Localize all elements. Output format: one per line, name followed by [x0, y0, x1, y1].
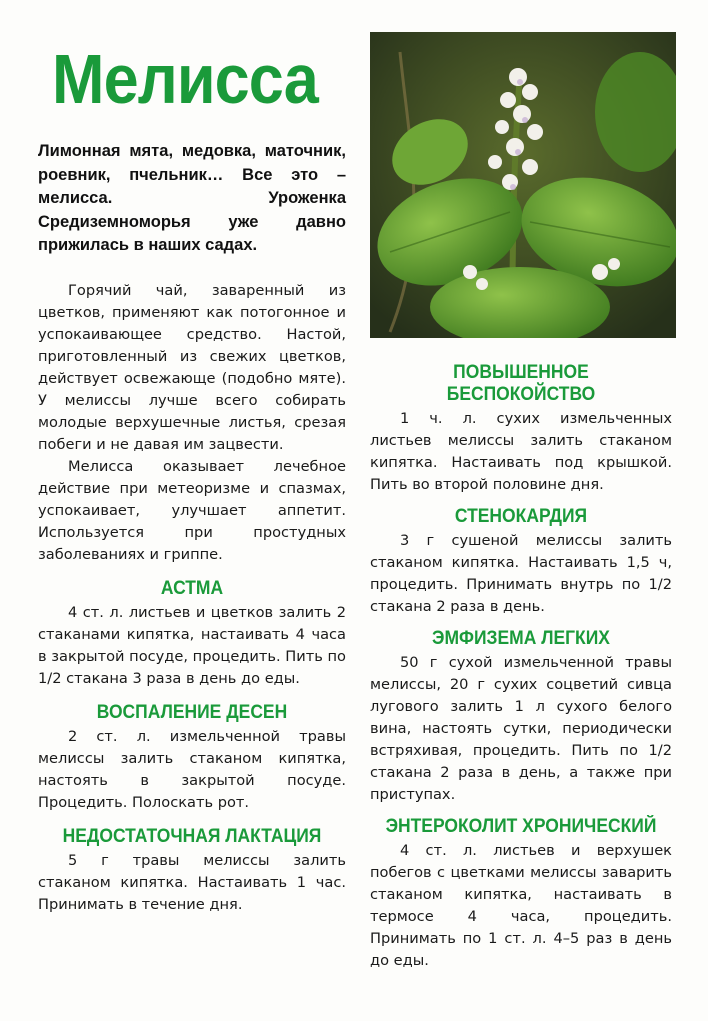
recipe-gums: [38, 702, 346, 814]
paragraph: Горячий чай, заваренный из цветков, применяют как потогонное и успокаивающее средство. Настой, приготовленный из свежих цветков, действует освежающе (подобно мяте). У мелиссы лучше всего собирать молодые верхушечные листья, срезая побеги и не давая им зацвести.: [38, 281, 346, 453]
recipe-text: 5 г травы мелиссы залить стаканом кипятка. Настаивать 1 час. Принимать в течение дня.: [38, 851, 346, 913]
article-title: Мелисса: [52, 40, 318, 118]
recipe-text: 50 г сухой измельченной травы мелиссы, 20 г сухих соцветий сивца лугового залить 1 л сухого белого вина, настоять сутки, периодически встряхивая, процедить. Пить по 1/2 стакана 2 раза в день, а также при приступах.: [370, 654, 672, 803]
recipe-enterocolitis: [370, 816, 672, 972]
recipe-heading: НЕДОСТАТОЧНАЯ ЛАКТАЦИЯ: [62, 825, 322, 847]
body-text: [38, 280, 346, 566]
recipe-heading: ЭМФИЗЕМА ЛЕГКИХ: [432, 628, 610, 649]
left-column: [38, 40, 346, 916]
recipe-text: 1 ч. л. сухих измельченных листьев мелиссы залить стаканом кипятка. Настаивать под крышкой. Пить во второй половине дня.: [370, 410, 672, 493]
recipe-text: 3 г сушеной мелиссы залить стаканом кипятка. Настаивать 1,5 ч, процедить. Принимать внутрь по 1/2 стакана 2 раза в день.: [370, 532, 672, 615]
recipe-angina: [370, 506, 672, 618]
recipe-text: 4 ст. л. листьев и цветков залить 2 стаканами кипятка, настаивать 4 часа в закрытой посуде, процедить. Пить по 1/2 стакана 3 раза в день до еды.: [38, 603, 346, 687]
right-column: [370, 362, 672, 972]
recipe-heading: СТЕНОКАРДИЯ: [454, 506, 588, 527]
recipe-heading: ЭНТЕРОКОЛИТ ХРОНИЧЕСКИЙ: [385, 816, 657, 837]
paragraph: Мелисса оказывает лечебное действие при метеоризме и спазмах, успокаивает, улучшает аппетит. Используется при простудных заболеваниях и гриппе.: [38, 457, 346, 563]
melissa-photo: [370, 32, 676, 338]
recipe-heading: ВОСПАЛЕНИЕ ДЕСЕН: [96, 701, 288, 723]
recipe-heading: АСТМА: [160, 577, 224, 599]
recipe-asthma: [38, 578, 346, 690]
recipe-heading: ПОВЫШЕННОЕ БЕСПОКОЙСТВО: [446, 362, 596, 405]
recipe-anxiety: [370, 362, 672, 496]
recipe-emphysema: [370, 628, 672, 806]
intro-text: Лимонная мята, медовка, маточник, роевник, пчельник… Все это – мелисса. Уроженка Средиземноморья уже давно прижилась в наших садах.: [38, 142, 346, 254]
recipe-text: 2 ст. л. измельченной травы мелиссы залить стаканом кипятка, настоять в закрытой посуде. Процедить. Полоскать рот.: [38, 727, 346, 811]
plant-image: [370, 32, 676, 338]
recipe-lactation: [38, 826, 346, 916]
recipe-text: 4 ст. л. листьев и верхушек побегов с цветками мелиссы заварить стаканом кипятка, настаивать в термосе 4 часа, процедить. Принимать по 1 ст. л. 4–5 раз в день до еды.: [370, 842, 672, 969]
